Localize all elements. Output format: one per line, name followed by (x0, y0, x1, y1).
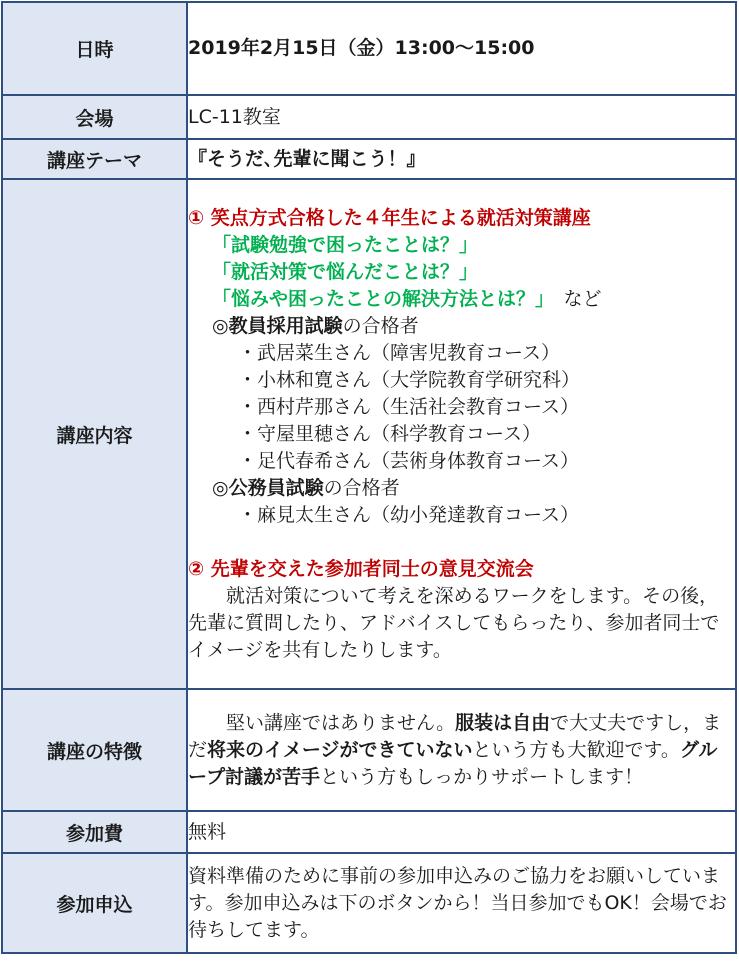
teacher-item: ・守屋里穂さん（科学教育コース） (238, 422, 542, 445)
features-text-1: 堅い講座ではありません。 (226, 711, 456, 734)
civil-mark: ◎ (212, 476, 229, 499)
value-features (187, 689, 736, 811)
teacher-item: ・小林和寛さん（大学院教育学研究科） (238, 368, 581, 391)
label-content: 講座内容 (2, 179, 187, 689)
question-3: 「悩みや困ったことの解決方法とは？」 (212, 287, 545, 310)
label-fee: 参加費 (2, 811, 187, 853)
features-bold-1: 服装は自由 (455, 711, 551, 734)
label-venue: 会場 (2, 95, 187, 139)
features-bold-2: 将来のイメージができていない (207, 738, 473, 761)
features-text-4: という方もしっかりサポートします！ (320, 765, 644, 788)
question-2: 「就活対策で悩んだことは？」 (212, 260, 479, 283)
value-venue: LC-11教室 (187, 95, 736, 139)
question-1: 「試験勉強で困ったことは？」 (212, 233, 479, 256)
value-theme: 『そうだ､先輩に聞こう！』 (187, 139, 736, 179)
teacher-item: ・西村芹那さん（生活社会教育コース） (238, 395, 580, 418)
teacher-item: ・武居菜生さん（障害児教育コース） (238, 341, 561, 364)
row-features (2, 689, 736, 811)
section1-title: ① 笑点方式合格した４年生による就活対策講座 (188, 206, 591, 229)
teacher-mark: ◎ (212, 314, 229, 337)
teacher-item: ・足代春希さん（芸術身体教育コース） (238, 449, 580, 472)
value-content (187, 179, 736, 689)
question-3-line (188, 286, 735, 313)
value-datetime: 2019年2月15日（金）13:00～15:00 (187, 2, 736, 95)
teacher-rest: の合格者 (342, 314, 419, 337)
features-bold-3: グループ討議が苦手 (188, 738, 718, 788)
row-fee (2, 811, 736, 853)
civil-heading (188, 475, 735, 502)
row-theme (2, 139, 736, 179)
event-info-table (1, 1, 737, 954)
label-features: 講座の特徴 (2, 689, 187, 811)
label-datetime: 日時 (2, 2, 187, 95)
civil-item: ・麻見太生さん（幼小発達教育コース） (238, 503, 580, 526)
row-apply (2, 853, 736, 953)
section2-text: 就活対策について考えを深めるワークをします。その後，先輩に質問したり、アドバイスしてもらったり、参加者同士でイメージを共有したりします。 (188, 584, 720, 661)
row-venue (2, 95, 736, 139)
question-suffix: など (563, 287, 602, 310)
section2-title: ② 先輩を交えた参加者同士の意見交流会 (188, 557, 534, 580)
teacher-heading (188, 313, 735, 340)
teacher-exam: 教員採用試験 (228, 314, 343, 337)
label-apply: 参加申込 (2, 853, 187, 953)
features-text (188, 710, 735, 791)
civil-rest: の合格者 (323, 476, 400, 499)
spacer (188, 529, 735, 556)
value-fee: 無料 (187, 811, 736, 853)
civil-exam: 公務員試験 (228, 476, 324, 499)
features-text-2: で大丈夫ですし，まだ (188, 711, 722, 761)
features-text-3: という方も大歓迎です。 (472, 738, 680, 761)
label-theme: 講座テーマ (2, 139, 187, 179)
row-datetime (2, 2, 736, 95)
value-apply: 資料準備のために事前の参加申込みのご協力をお願いしています。参加申込みは下のボタンから！当日参加でもOK！会場でお待ちしてます。 (187, 853, 736, 953)
row-content (2, 179, 736, 689)
